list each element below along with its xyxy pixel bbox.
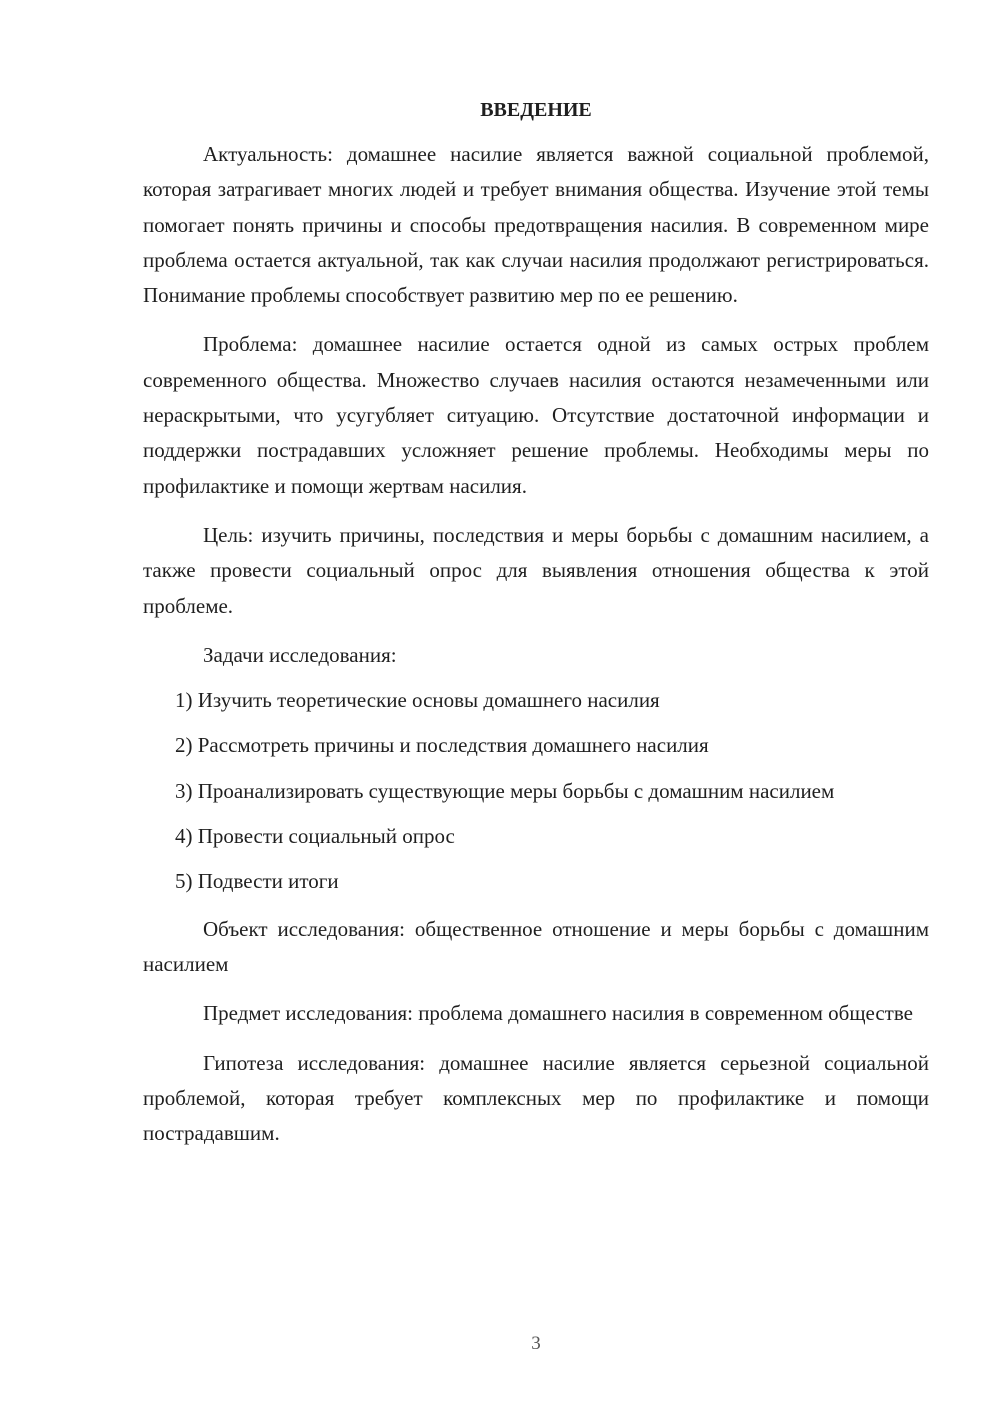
paragraph-object: Объект исследования: общественное отношение и меры борьбы с домашним насилием (143, 916, 929, 976)
paragraph-tasks-heading: Задачи исследования: (203, 642, 397, 667)
task-item: 4) Провести социальный опрос (175, 824, 455, 849)
paragraph-subject: Предмет исследования: проблема домашнего насилия в современном обществе (203, 1001, 913, 1026)
paragraph-hypothesis: Гипотеза исследования: домашнее насилие является серьезной социальной проблемой, которая требует комплексных мер по профилактике и помощи пострадавшим. (143, 1050, 929, 1146)
task-item: 1) Изучить теоретические основы домашнего насилия (175, 688, 660, 713)
page-number: 3 (531, 1333, 541, 1354)
task-item: 5) Подвести итоги (175, 869, 339, 894)
paragraph-problem: Проблема: домашнее насилие остается одной из самых острых проблем современного общества. Множество случаев насилия остаются незамеченными или нераскрытыми, что усугубляет ситуацию. Отсутствие достаточной информации и поддержки пострадавших усложняет решение проблемы. Необходимы меры по профилактике и помощи жертвам насилия. (143, 332, 929, 498)
paragraph-goal: Цель: изучить причины, последствия и меры борьбы с домашним насилием, а также провести социальный опрос для выявления отношения общества к этой проблеме. (143, 522, 929, 618)
paragraph-relevance: Актуальность: домашнее насилие является важной социальной проблемой, которая затрагивает многих людей и требует внимания общества. Изучение этой темы помогает понять причины и способы предотвращения насилия. В современном мире проблема остается актуальной, так как случаи насилия продолжают регистрироваться. Понимание проблемы способствует развитию мер по ее решению. (143, 142, 929, 308)
document-page (143, 95, 929, 1165)
task-item: 3) Проанализировать существующие меры борьбы с домашним насилием (175, 778, 835, 803)
section-title: ВВЕДЕНИЕ (480, 99, 592, 121)
task-item: 2) Рассмотреть причины и последствия домашнего насилия (175, 733, 709, 758)
